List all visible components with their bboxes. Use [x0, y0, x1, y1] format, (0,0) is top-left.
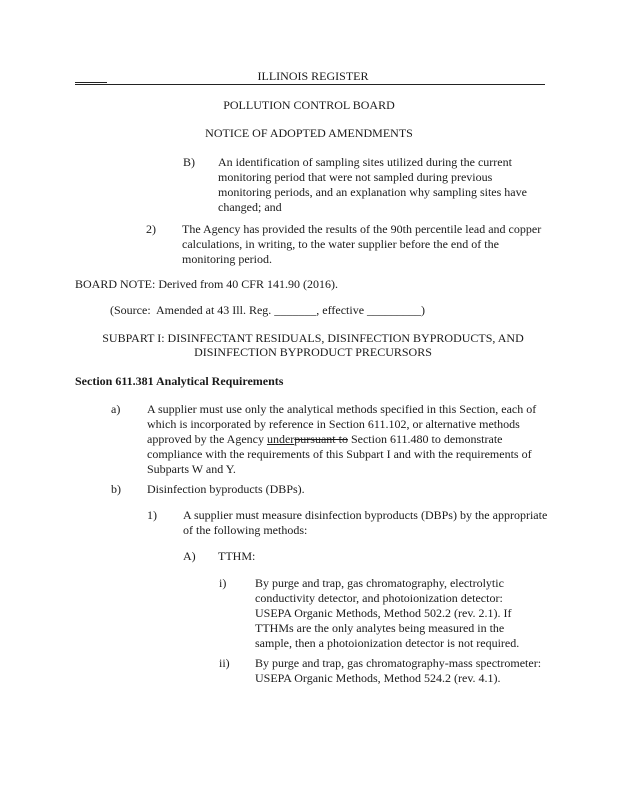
para-a-text	[147, 402, 536, 477]
para-A-label: A)	[183, 549, 196, 563]
header-rule	[75, 84, 545, 85]
board-note: BOARD NOTE: Derived from 40 CFR 141.90 (2016).	[75, 277, 338, 291]
subpart-heading-line1: SUBPART I: DISINFECTANT RESIDUALS, DISINFECTION BYPRODUCTS, AND	[102, 331, 524, 345]
subpart-heading-line2: DISINFECTION BYPRODUCT PRECURSORS	[194, 345, 432, 359]
para-a-line3-post: Section 611.480 to demonstrate	[347, 432, 503, 446]
para-i-line: USEPA Organic Methods, Method 502.2 (rev. 2.1). If	[255, 606, 512, 620]
item-2-line: monitoring period.	[182, 252, 272, 266]
para-i-line: TTHMs are the only analytes being measured in the	[255, 621, 505, 635]
para-a-line: which is incorporated by reference in Section 611.102, or alternative methods	[147, 417, 520, 431]
para-a-line: compliance with the requirements of this Subpart I and with the requirements of	[147, 447, 532, 461]
para-i-label: i)	[219, 576, 227, 590]
deleted-text: pursuant to	[294, 432, 348, 446]
para-ii-line: USEPA Organic Methods, Method 524.2 (rev. 4.1).	[255, 671, 501, 685]
para-a-line-amended	[147, 432, 536, 447]
para-b-label: b)	[111, 482, 121, 496]
para-a-line3-pre: approved by the Agency	[147, 432, 267, 446]
para-ii-line: By purge and trap, gas chromatography-mass spectrometer:	[255, 656, 542, 670]
para-a-label: a)	[111, 402, 121, 416]
item-b-line: changed; and	[218, 200, 282, 214]
item-2-line: The Agency has provided the results of the 90th percentile lead and copper	[182, 222, 542, 236]
item-b-label: B)	[183, 155, 195, 169]
board-title: POLLUTION CONTROL BOARD	[223, 98, 395, 112]
item-b-line: monitoring periods, and an explanation why sampling sites have	[218, 185, 527, 199]
source-note: (Source: Amended at 43 Ill. Reg. _______, effective _________)	[110, 303, 426, 317]
para-ii-text	[255, 656, 541, 686]
item-b-line: monitoring period that were not sampled during previous	[218, 170, 493, 184]
item-2-line: calculations, in writing, to the water supplier before the end of the	[182, 237, 499, 251]
item-2-text	[182, 222, 541, 267]
para-1-label: 1)	[147, 508, 157, 522]
inserted-text: under	[266, 432, 295, 446]
para-ii-label: ii)	[219, 656, 230, 670]
para-1-line: A supplier must measure disinfection byproducts (DBPs) by the appropriate	[183, 508, 548, 522]
section-heading: Section 611.381 Analytical Requirements	[75, 374, 284, 388]
para-i-text	[255, 576, 519, 651]
para-i-line: conductivity detector, and photoionization detector:	[255, 591, 503, 605]
para-i-line: By purge and trap, gas chromatography, electrolytic	[255, 576, 504, 590]
item-b-text	[218, 155, 527, 215]
item-b-line: An identification of sampling sites utilized during the current	[218, 155, 512, 169]
para-a-line: A supplier must use only the analytical methods specified in this Section, each of	[147, 402, 537, 416]
para-a-line: Subparts W and Y.	[147, 462, 236, 476]
register-title: ILLINOIS REGISTER	[257, 69, 369, 83]
notice-title: NOTICE OF ADOPTED AMENDMENTS	[205, 126, 413, 140]
item-2-label: 2)	[146, 222, 156, 236]
para-i-line: sample, then a photoionization detector is not required.	[255, 636, 520, 650]
para-1-text	[183, 508, 547, 538]
para-A-text: TTHM:	[218, 549, 256, 563]
para-1-line: of the following methods:	[183, 523, 308, 537]
para-b-text: Disinfection byproducts (DBPs).	[147, 482, 305, 496]
